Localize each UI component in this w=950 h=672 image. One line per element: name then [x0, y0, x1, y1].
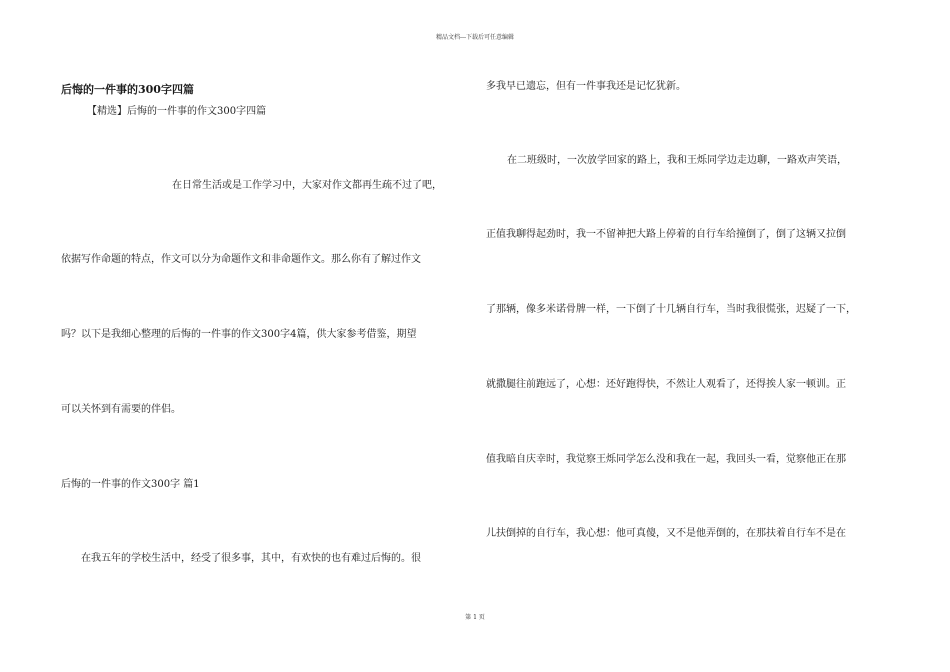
right-line-2: 在二班级时，一次放学回家的路上，我和王烁同学边走边聊，一路欢声笑语， [507, 155, 847, 166]
right-line-7: 儿扶倒掉的自行车，我心想：他可真傻，又不是他弄倒的，在那扶着自行车不是在 [486, 528, 846, 539]
page-footer: 第 1 页 [465, 614, 485, 621]
page-header: 精品文档---下载后可任意编辑 [435, 34, 515, 41]
right-line-5: 就撒腿往前跑远了，心想：还好跑得快，不然让人观看了，还得挨人家一顿训。正 [486, 379, 846, 390]
left-line-1: 【精选】后悔的一件事的作文300字四篇 [87, 106, 267, 117]
right-line-1: 多我早已遗忘，但有一件事我还是记忆犹新。 [486, 81, 686, 92]
left-line-7: 在我五年的学校生活中，经受了很多事，其中，有欢快的也有难过后悔的。很 [81, 553, 421, 564]
right-line-4: 了那辆，像多米诺骨牌一样，一下倒了十几辆自行车，当时我很慌张，迟疑了一下， [486, 304, 856, 315]
document-title: 后悔的一件事的300字四篇 [61, 83, 194, 96]
left-line-3: 依据写作命题的特点，作文可以分为命题作文和非命题作文。那么你有了解过作文 [61, 254, 421, 265]
right-line-6: 值我暗自庆幸时，我觉察王烁同学怎么没和我在一起，我回头一看，觉察他正在那 [486, 454, 846, 465]
left-line-2: 在日常生活或是工作学习中，大家对作文都再生疏不过了吧， [172, 180, 442, 191]
left-line-6: 后悔的一件事的作文300字 篇1 [61, 479, 200, 490]
left-line-4: 吗？以下是我细心整理的后悔的一件事的作文300字4篇，供大家参考借鉴，期望 [61, 329, 417, 340]
left-line-5: 可以关怀到有需要的伴侣。 [61, 404, 181, 415]
right-line-3: 正值我聊得起劲时，我一不留神把大路上停着的自行车给撞倒了，倒了这辆又拉倒 [486, 229, 846, 240]
